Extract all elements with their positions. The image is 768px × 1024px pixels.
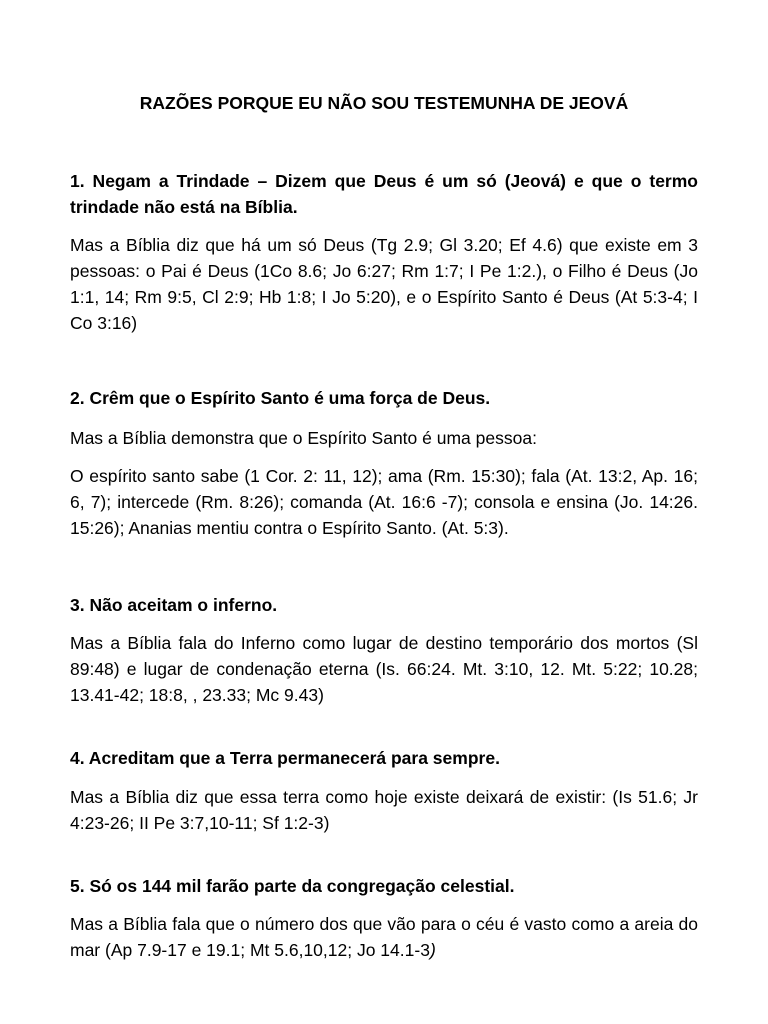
section-5-paragraph-closing: ) [429,940,436,960]
section-3-paragraph: Mas a Bíblia fala do Inferno como lugar de destino temporário dos mortos (Sl 89:48) e lugar de condenação eterna (Is. 66:24. Mt. 3:10, 12. Mt. 5:22; 10.28; 13.41-42; 18:8, , 23.33; Mc 9.43) [70,633,698,705]
section-1-heading: 1. Negam a Trindade – Dizem que Deus é um só (Jeová) e que o termo trindade não está na Bíblia. [70,171,698,217]
section-5-paragraph [70,911,698,963]
section-5-paragraph-text: Mas a Bíblia fala que o número dos que vão para o céu é vasto como a areia do mar (Ap 7.9-17 e 19.1; Mt 5.6,10,12; Jo 14.1-3 [70,914,698,960]
section-1-paragraph: Mas a Bíblia diz que há um só Deus (Tg 2.9; Gl 3.20; Ef 4.6) que existe em 3 pessoas: o Pai é Deus (1Co 8.6; Jo 6:27; Rm 1:7; I Pe 1:2.), o Filho é Deus (Jo 1:1, 14; Rm 9:5, Cl 2:9; Hb 1:8; I Jo 5:20), e o Espírito Santo é Deus (At 5:3-4; I Co 3:16) [70,235,698,333]
section-4-paragraph: Mas a Bíblia diz que essa terra como hoje existe deixará de existir: (Is 51.6; Jr 4:23-26; II Pe 3:7,10-11; Sf 1:2-3) [70,787,698,833]
section-5-heading: 5. Só os 144 mil farão parte da congregação celestial. [70,876,515,896]
section-2-paragraph-intro: Mas a Bíblia demonstra que o Espírito Santo é uma pessoa: [70,428,537,448]
section-4-heading: 4. Acreditam que a Terra permanecerá para sempre. [70,748,500,768]
section-2-heading: 2. Crêm que o Espírito Santo é uma força de Deus. [70,388,491,408]
section-2-paragraph-list: O espírito santo sabe (1 Cor. 2: 11, 12); ama (Rm. 15:30); fala (At. 13:2, Ap. 16; 6, 7); intercede (Rm. 8:26); comanda (At. 16:6 -7); consola e ensina (Jo. 14:26. 15:26); Ananias mentiu contra o Espírito Santo. (At. 5:3). [70,466,698,538]
section-3-heading: 3. Não aceitam o inferno. [70,595,278,615]
document-title: RAZÕES PORQUE EU NÃO SOU TESTEMUNHA DE JEOVÁ [139,93,629,113]
